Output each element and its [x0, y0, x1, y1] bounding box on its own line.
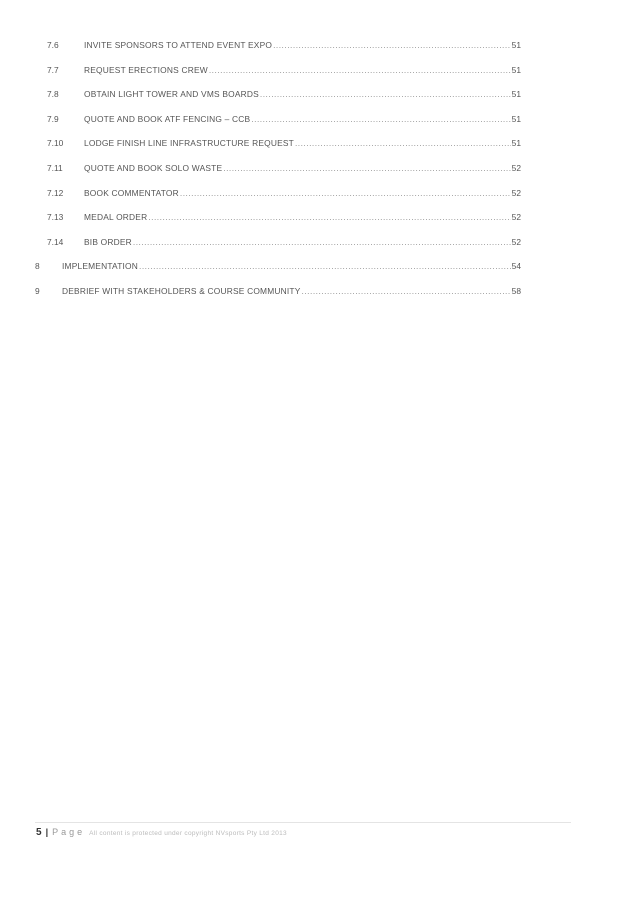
toc-dot-leader: [180, 188, 511, 198]
toc-entry-title: INVITE SPONSORS TO ATTEND EVENT EXPO: [84, 40, 273, 50]
toc-dot-leader: [209, 65, 511, 75]
toc-entry-body: [84, 188, 521, 198]
toc-entry-page: 51: [511, 64, 521, 75]
toc-entry-number: 7.11: [47, 163, 63, 173]
toc-entry-number: 7.7: [47, 64, 59, 75]
footer-divider: [35, 822, 571, 823]
toc-entry-body: [84, 114, 521, 124]
toc-entry-title: LODGE FINISH LINE INFRASTRUCTURE REQUEST: [84, 138, 294, 149]
toc-entry-page: 51: [511, 40, 521, 50]
toc-entry-page: 54: [511, 261, 521, 272]
toc-entry-page: 51: [511, 89, 521, 100]
toc-entry-title: BIB ORDER: [84, 236, 132, 247]
toc-entry-title: OBTAIN LIGHT TOWER AND VMS BOARDS: [84, 89, 259, 100]
toc-entry-body: [62, 261, 521, 271]
toc-dot-leader: [251, 114, 510, 124]
toc-entry-title: MEDAL ORDER: [84, 212, 148, 223]
footer-copyright: All content is protected under copyright NVsports Pty Ltd 2013: [89, 830, 287, 837]
toc-entry[interactable]: [0, 38, 521, 52]
toc-dot-leader: [273, 40, 511, 50]
toc-entry-body: [84, 89, 521, 99]
toc-entry[interactable]: [0, 186, 521, 200]
toc-entry-title: IMPLEMENTATION: [62, 261, 139, 272]
toc-entry[interactable]: [0, 161, 521, 175]
toc-entry-page: 52: [511, 187, 521, 198]
toc-entry-title: DEBRIEF WITH STAKEHOLDERS & COURSE COMMUNITY: [62, 286, 301, 296]
toc-entry[interactable]: [0, 235, 521, 249]
toc-dot-leader: [139, 261, 511, 271]
toc-entry[interactable]: [0, 63, 521, 77]
toc-entry[interactable]: [0, 259, 521, 273]
toc-entry-page: 58: [511, 286, 521, 296]
toc-entry[interactable]: [0, 210, 521, 224]
toc-entry-title: REQUEST ERECTIONS CREW: [84, 64, 208, 75]
toc-entry-page: 52: [511, 236, 521, 247]
toc-entry-body: [84, 40, 521, 50]
toc-dot-leader: [223, 163, 510, 173]
toc-entry-title: QUOTE AND BOOK ATF FENCING – CCB: [84, 113, 251, 124]
toc-entry[interactable]: [0, 112, 521, 126]
toc-entry-body: [84, 65, 521, 75]
toc-entry-number: 7.14: [47, 236, 64, 247]
toc-entry-number: 7.9: [47, 113, 59, 124]
footer-page-number: 5: [36, 827, 42, 838]
toc-entry-title: QUOTE AND BOOK SOLO WASTE: [84, 163, 223, 173]
toc-entry[interactable]: [0, 284, 521, 298]
toc-dot-leader: [295, 138, 511, 148]
toc-entry-body: [84, 212, 521, 222]
toc-entry-number: 7.8: [47, 89, 59, 100]
footer-separator: |: [45, 827, 49, 837]
toc-entry-title: BOOK COMMENTATOR: [84, 187, 179, 198]
toc-entry-number: 8: [35, 261, 40, 272]
toc-dot-leader: [133, 237, 511, 247]
toc-entry-body: [62, 286, 521, 296]
toc-entry-number: 7.13: [47, 212, 64, 223]
toc-entry-page: 51: [511, 138, 521, 149]
toc-entry-number: 7.12: [47, 187, 64, 198]
toc-entry-body: [84, 138, 521, 148]
toc-entry-number: 7.10: [47, 138, 64, 149]
toc-entry-body: [84, 163, 521, 173]
toc-entry[interactable]: [0, 87, 521, 101]
toc-entry-number: 9: [35, 286, 40, 296]
toc-entry-page: 51: [511, 113, 521, 124]
toc-dot-leader: [302, 286, 511, 296]
page-footer: [36, 827, 287, 838]
toc-entry[interactable]: [0, 136, 521, 150]
toc-entry-body: [84, 237, 521, 247]
toc-entry-page: 52: [511, 212, 521, 223]
toc-entry-page: 52: [511, 163, 521, 173]
toc-dot-leader: [148, 212, 510, 222]
footer-page-label: Page: [52, 827, 86, 837]
toc-entry-number: 7.6: [47, 40, 59, 50]
toc-dot-leader: [260, 89, 511, 99]
